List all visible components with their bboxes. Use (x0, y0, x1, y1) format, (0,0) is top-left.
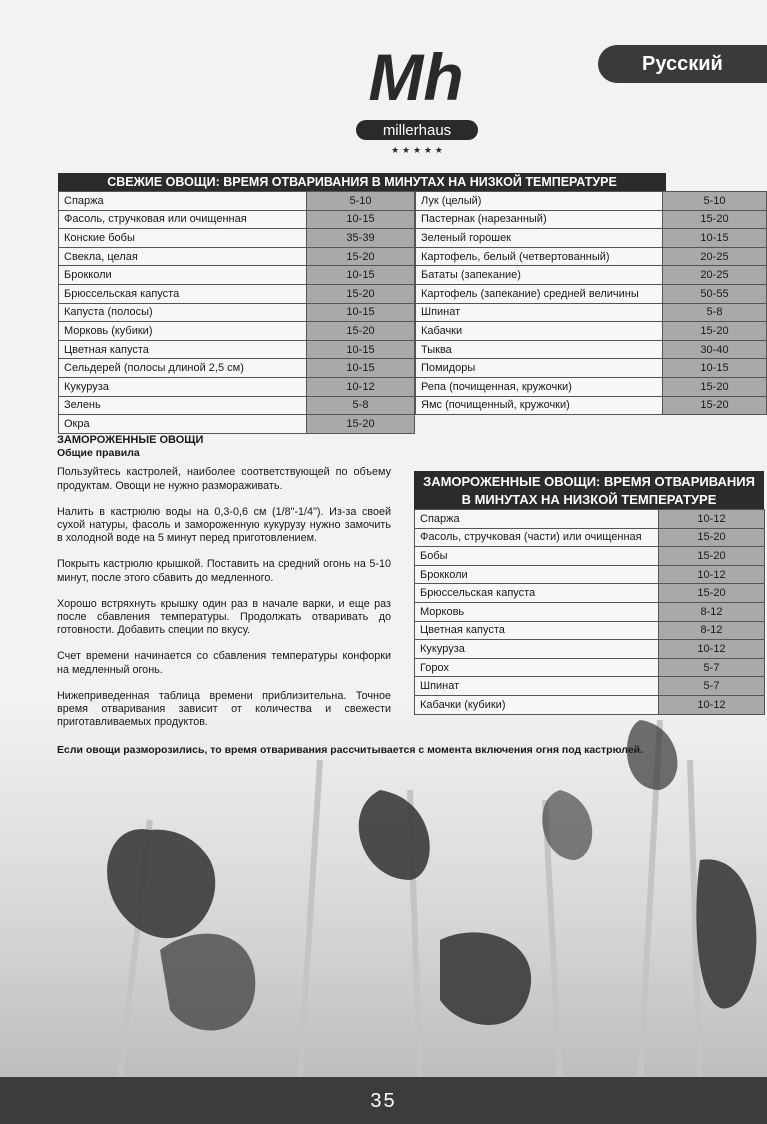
table-row (415, 547, 765, 566)
table-row (416, 210, 767, 229)
vegetable-name: Брюссельская капуста (59, 284, 307, 303)
vegetable-name: Шпинат (416, 303, 663, 322)
table-row (59, 322, 415, 341)
cooking-time: 5-8 (307, 396, 415, 415)
table-row (416, 322, 767, 341)
cooking-time: 10-15 (663, 359, 767, 378)
vegetable-name: Цветная капуста (59, 340, 307, 359)
cooking-time: 15-20 (307, 322, 415, 341)
cooking-time: 8-12 (659, 621, 765, 640)
vegetable-name: Картофель (запекание) средней величины (416, 284, 663, 303)
cooking-time: 10-15 (307, 359, 415, 378)
vegetable-name: Картофель, белый (четвертованный) (416, 247, 663, 266)
millerhaus-logo (352, 40, 484, 160)
cooking-time: 10-12 (659, 695, 765, 714)
cooking-time: 10-15 (307, 210, 415, 229)
vegetable-name: Сельдерей (полосы длиной 2,5 см) (59, 359, 307, 378)
cooking-time: 50-55 (663, 284, 767, 303)
vegetable-name: Брокколи (59, 266, 307, 285)
paragraph: Счет времени начинается со сбавления температуры конфорки на медленный огонь. (57, 650, 391, 676)
table-row (59, 359, 415, 378)
cooking-time: 5-7 (659, 658, 765, 677)
vegetable-name: Свекла, целая (59, 247, 307, 266)
table-row (416, 284, 767, 303)
cooking-time: 10-15 (307, 266, 415, 285)
vegetable-name: Ямс (почищенный, кружочки) (416, 396, 663, 415)
paragraph: Налить в кастрюлю воды на 0,3-0,6 см (1/8"-1/4"). Из-за своей сухой натуры, фасоль и замороженную кукурузу нужно замочить в холодной воде на 5 минут перед приготовлением. (57, 505, 391, 545)
vegetable-name: Помидоры (416, 359, 663, 378)
vegetable-name: Лук (целый) (416, 192, 663, 211)
frozen-table-title (414, 471, 764, 509)
table-row (416, 247, 767, 266)
vegetable-name: Фасоль, стручковая или очищенная (59, 210, 307, 229)
table-row (416, 377, 767, 396)
cooking-time: 8-12 (659, 602, 765, 621)
vegetable-name: Зелень (59, 396, 307, 415)
thawed-note: Если овощи разморозились, то время отваривания рассчитывается с момента включения огня под кастрюлей. (57, 744, 644, 756)
cooking-time: 15-20 (307, 247, 415, 266)
vegetable-name: Кукуруза (59, 377, 307, 396)
vegetable-name: Морковь (415, 602, 659, 621)
cooking-time: 15-20 (663, 396, 767, 415)
table-row (416, 229, 767, 248)
svg-text:millerhaus: millerhaus (382, 122, 452, 139)
table-row (59, 266, 415, 285)
cooking-time: 10-15 (307, 303, 415, 322)
table-row (59, 247, 415, 266)
cooking-time: 20-25 (663, 266, 767, 285)
table-row (59, 210, 415, 229)
cooking-time: 20-25 (663, 247, 767, 266)
paragraph: Покрыть кастрюлю крышкой. Поставить на средний огонь на 5-10 минут, после этого сбавить до медленного. (57, 558, 391, 584)
table-row (415, 565, 765, 584)
vegetable-name: Пастернак (нарезанный) (416, 210, 663, 229)
vegetable-name: Брюссельская капуста (415, 584, 659, 603)
language-label: Русский (598, 45, 767, 83)
table-row (415, 640, 765, 659)
cooking-time: 5-10 (307, 192, 415, 211)
page-number: 35 (370, 1090, 397, 1112)
table-row (59, 284, 415, 303)
vegetable-name: Бататы (запекание) (416, 266, 663, 285)
cooking-time: 5-8 (663, 303, 767, 322)
frozen-heading: ЗАМОРОЖЕННЫЕ ОВОЩИ (57, 434, 204, 446)
paragraph: Хорошо встряхнуть крышку один раз в начале варки, и еще раз после сбавления температуры. Продолжать отваривать до готовности. Добавить специи по вкусу. (57, 597, 391, 637)
vegetable-name: Репа (почищенная, кружочки) (416, 377, 663, 396)
table-row (59, 415, 415, 434)
vegetable-name: Брокколи (415, 565, 659, 584)
cooking-time: 10-15 (663, 229, 767, 248)
cooking-time: 10-12 (659, 510, 765, 529)
frozen-title-line2: В МИНУТАХ НА НИЗКОЙ ТЕМПЕРАТУРЕ (461, 492, 717, 507)
vegetable-name: Зеленый горошек (416, 229, 663, 248)
table-row (415, 658, 765, 677)
table-row (59, 303, 415, 322)
table-row (415, 528, 765, 547)
vegetable-name: Конские бобы (59, 229, 307, 248)
frozen-table (414, 509, 765, 715)
cooking-time: 15-20 (659, 528, 765, 547)
svg-text:Mh: Mh (368, 40, 464, 114)
cooking-time: 10-12 (659, 565, 765, 584)
cooking-time: 10-12 (307, 377, 415, 396)
vegetable-name: Бобы (415, 547, 659, 566)
table-row (415, 621, 765, 640)
paragraph: Нижеприведенная таблица времени приблизительна. Точное время отваривания зависит от количества и свежести приготавливаемых продуктов. (57, 689, 391, 729)
frozen-title-line1: ЗАМОРОЖЕННЫЕ ОВОЩИ: ВРЕМЯ ОТВАРИВАНИЯ (423, 474, 755, 489)
table-row (59, 229, 415, 248)
table-row (416, 303, 767, 322)
table-row (416, 396, 767, 415)
vegetable-name: Шпинат (415, 677, 659, 696)
table-row (415, 584, 765, 603)
cooking-time: 15-20 (663, 377, 767, 396)
cooking-time: 5-10 (663, 192, 767, 211)
cooking-time: 15-20 (663, 322, 767, 341)
vegetable-name: Горох (415, 658, 659, 677)
vegetable-name: Тыква (416, 340, 663, 359)
vegetable-name: Спаржа (59, 192, 307, 211)
fresh-table-title: СВЕЖИЕ ОВОЩИ: ВРЕМЯ ОТВАРИВАНИЯ В МИНУТАХ НА НИЗКОЙ ТЕМПЕРАТУРЕ (58, 173, 666, 191)
cooking-time: 10-15 (307, 340, 415, 359)
table-row (416, 266, 767, 285)
table-row (415, 695, 765, 714)
table-row (416, 359, 767, 378)
table-row (415, 602, 765, 621)
cooking-time: 15-20 (663, 210, 767, 229)
fresh-table-right (415, 191, 767, 415)
paragraph: Пользуйтесь кастролей, наиболее соответствующей по объему продуктам. Овощи не нужно размораживать. (57, 466, 391, 492)
vegetable-name: Кабачки (кубики) (415, 695, 659, 714)
cooking-time: 30-40 (663, 340, 767, 359)
svg-text:★ ★ ★ ★ ★: ★ ★ ★ ★ ★ (391, 146, 443, 156)
vegetable-name: Цветная капуста (415, 621, 659, 640)
cooking-time: 5-7 (659, 677, 765, 696)
table-row (416, 192, 767, 211)
cooking-time: 15-20 (659, 584, 765, 603)
table-row (415, 510, 765, 529)
vegetable-name: Окра (59, 415, 307, 434)
table-row (59, 192, 415, 211)
table-row (59, 377, 415, 396)
vegetable-name: Морковь (кубики) (59, 322, 307, 341)
frozen-subheading: Общие правила (57, 447, 140, 460)
cooking-time: 35-39 (307, 229, 415, 248)
vegetable-name: Капуста (полосы) (59, 303, 307, 322)
cooking-time: 10-12 (659, 640, 765, 659)
table-row (59, 396, 415, 415)
vegetable-name: Кабачки (416, 322, 663, 341)
cooking-time: 15-20 (659, 547, 765, 566)
table-row (415, 677, 765, 696)
table-row (59, 340, 415, 359)
cooking-time: 15-20 (307, 415, 415, 434)
vegetable-name: Спаржа (415, 510, 659, 529)
vegetable-name: Фасоль, стручковая (части) или очищенная (415, 528, 659, 547)
frozen-guidelines (57, 434, 391, 742)
vegetable-name: Кукуруза (415, 640, 659, 659)
cooking-time: 15-20 (307, 284, 415, 303)
table-row (416, 340, 767, 359)
fresh-table-left (58, 191, 415, 434)
